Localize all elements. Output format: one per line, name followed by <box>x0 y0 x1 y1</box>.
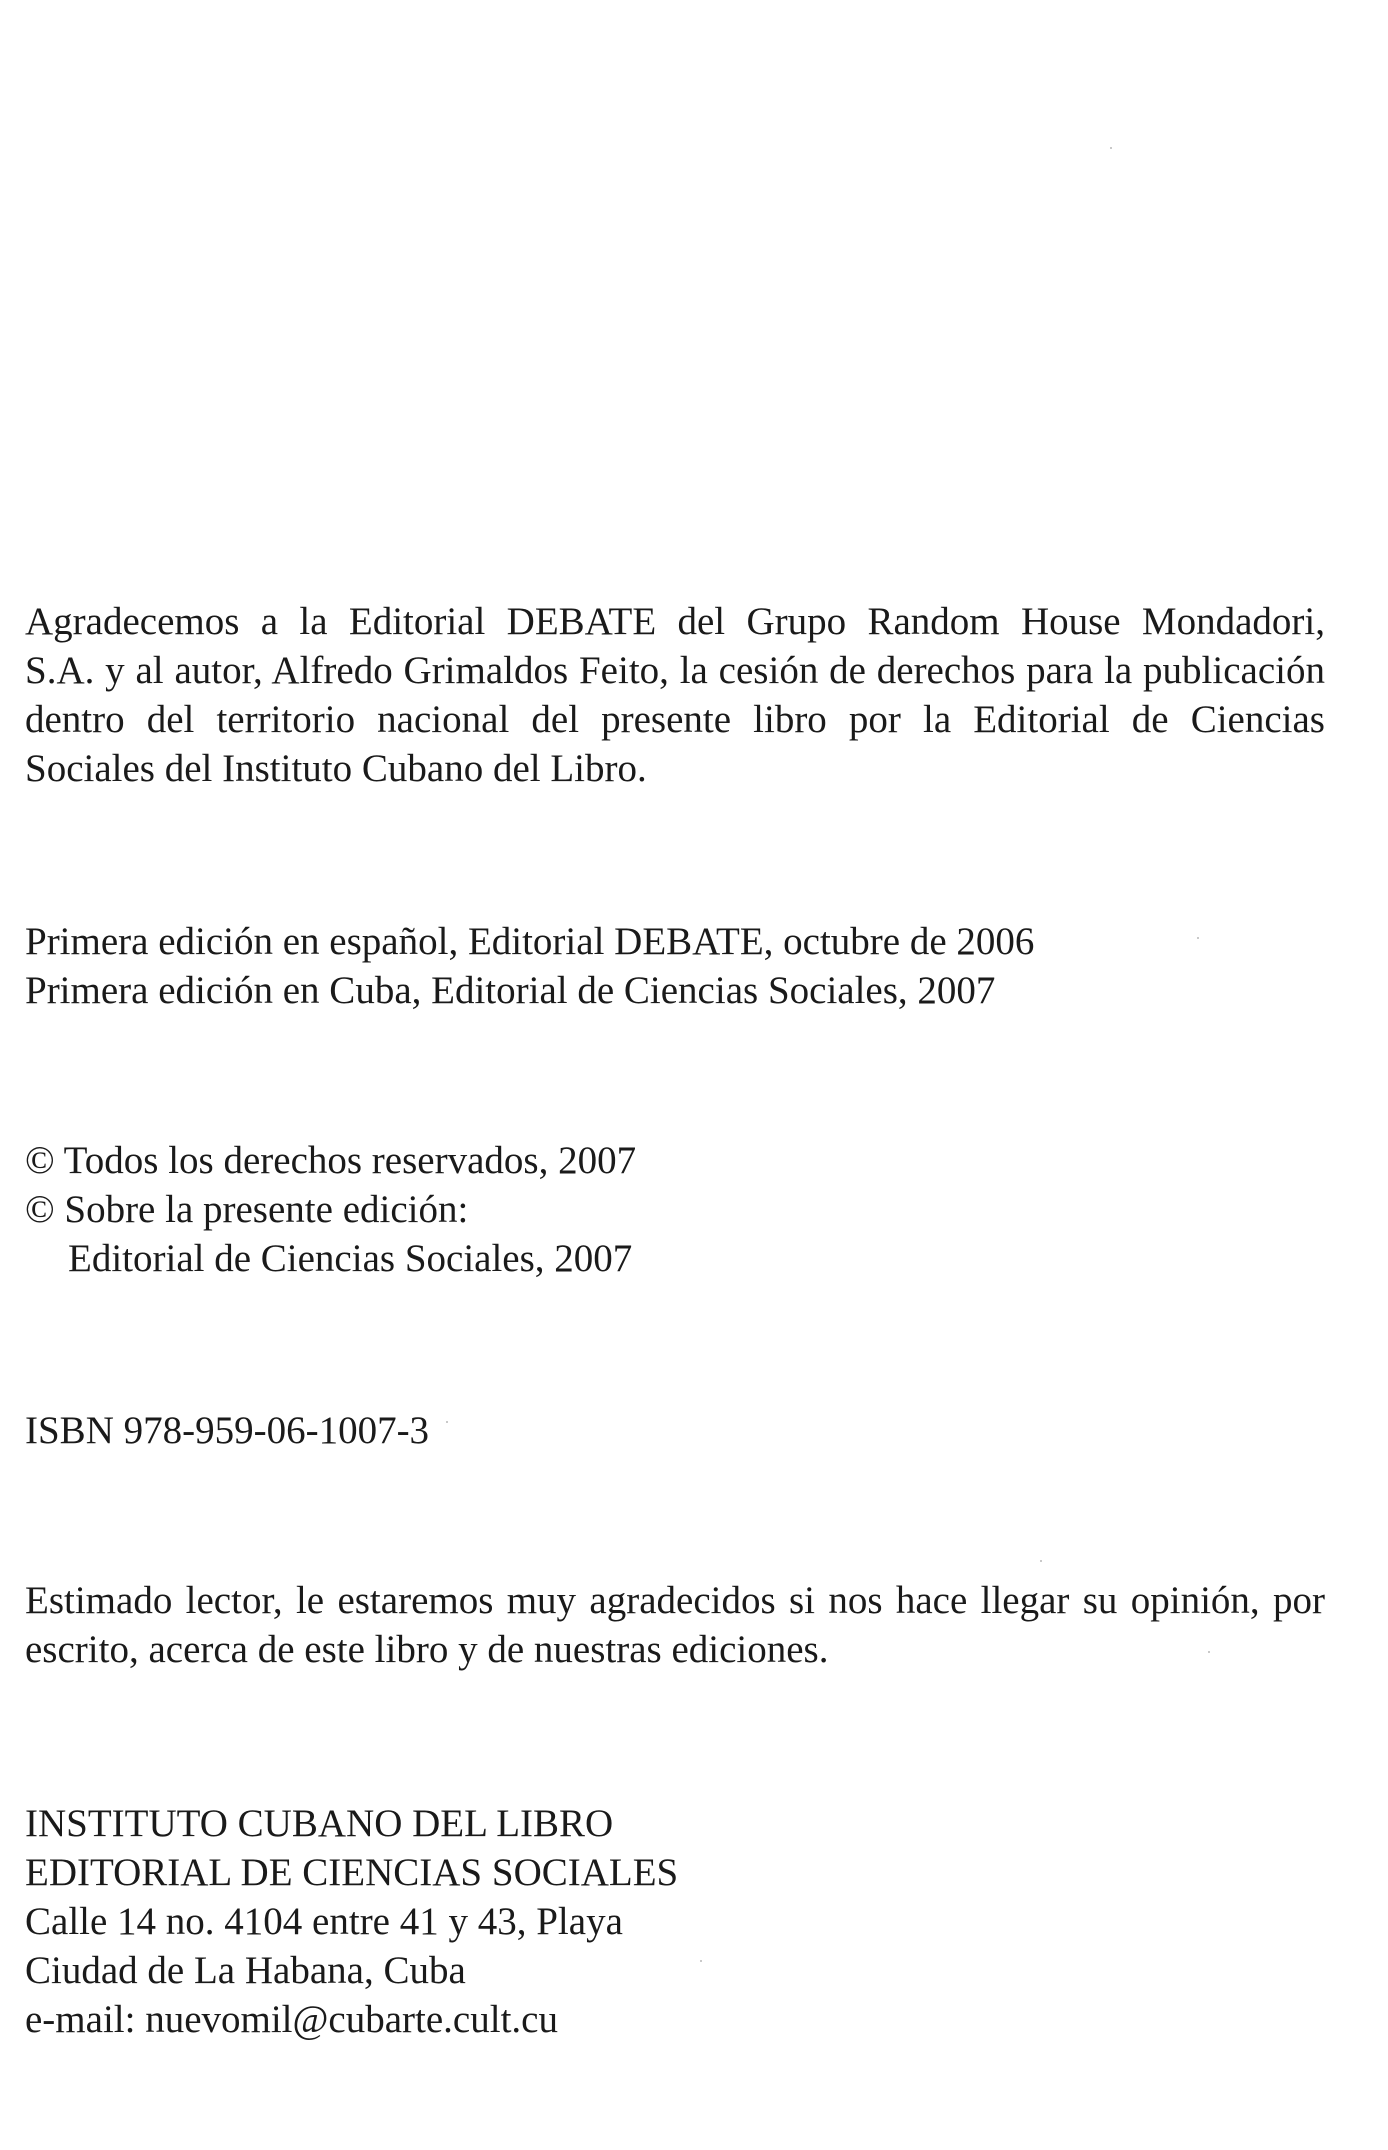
acknowledgement-line: Sociales del Instituto Cubano del Libro. <box>25 747 647 790</box>
scan-speck <box>1197 937 1199 939</box>
isbn <box>25 1406 1325 1455</box>
scan-speck <box>700 1960 702 1962</box>
edition-line: Primera edición en español, Editorial DEBATE, octubre de 2006 <box>25 920 1035 963</box>
reader-note <box>25 1576 1325 1674</box>
acknowledgement-line: dentro del territorio nacional del presente libro por la Editorial de Ciencias <box>25 698 1325 741</box>
scan-speck <box>446 1421 448 1423</box>
isbn-number: ISBN 978-959-06-1007-3 <box>25 1409 430 1452</box>
publisher-address <box>25 1799 1325 2044</box>
reader-note-line: escrito, acerca de este libro y de nuestras ediciones. <box>25 1628 829 1671</box>
copyright-block <box>25 1136 1325 1283</box>
publisher-email: e-mail: nuevomil@cubarte.cult.cu <box>25 1998 558 2041</box>
scan-speck <box>1040 1560 1042 1562</box>
acknowledgement-paragraph <box>25 597 1325 793</box>
acknowledgement-line: Agradecemos a la Editorial DEBATE del Grupo Random House Mondadori, <box>25 600 1325 643</box>
edition-line: Primera edición en Cuba, Editorial de Ciencias Sociales, 2007 <box>25 969 996 1012</box>
copyright-line: © Sobre la presente edición: <box>25 1188 469 1231</box>
scan-speck <box>1208 1651 1210 1653</box>
publisher-institute: INSTITUTO CUBANO DEL LIBRO <box>25 1802 614 1845</box>
reader-note-line: Estimado lector, le estaremos muy agradecidos si nos hace llegar su opinión, por <box>25 1579 1325 1622</box>
acknowledgement-line: S.A. y al autor, Alfredo Grimaldos Feito, la cesión de derechos para la publicación <box>25 649 1325 692</box>
publisher-street: Calle 14 no. 4104 entre 41 y 43, Playa <box>25 1900 623 1943</box>
publisher-editorial: EDITORIAL DE CIENCIAS SOCIALES <box>25 1851 679 1894</box>
publisher-city: Ciudad de La Habana, Cuba <box>25 1949 466 1992</box>
scan-speck <box>1110 147 1112 149</box>
editions-block <box>25 917 1325 1015</box>
copyright-holder: Editorial de Ciencias Sociales, 2007 <box>68 1237 633 1280</box>
copyright-line: © Todos los derechos reservados, 2007 <box>25 1139 637 1182</box>
